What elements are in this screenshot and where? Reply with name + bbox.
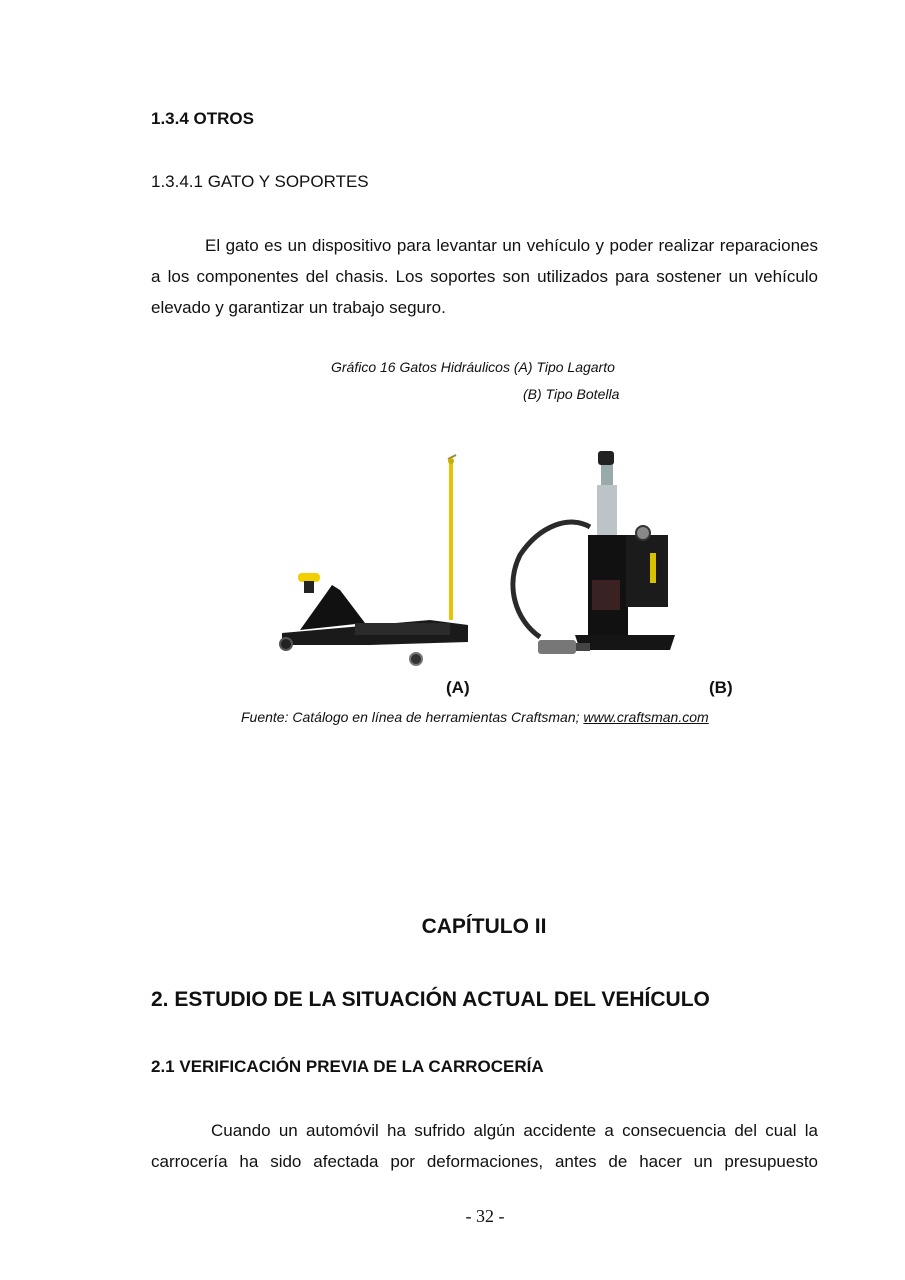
figure-source-link[interactable]: www.craftsman.com [583, 709, 709, 725]
bottle-jack-image [513, 451, 675, 654]
figure-label-b: (B) [709, 678, 733, 697]
figure-caption-line1: Gráfico 16 Gatos Hidráulicos (A) Tipo Lagarto [331, 359, 615, 375]
subsection-heading: 1.3.4.1 GATO Y SOPORTES [151, 172, 369, 191]
page-number: - 32 - [465, 1206, 505, 1226]
figure-caption-line2: (B) Tipo Botella [523, 386, 620, 402]
paragraph-body-inspection [151, 1115, 818, 1177]
figure-source-text: Fuente: Catálogo en línea de herramientas Craftsman; [241, 709, 584, 725]
paragraph-text: El gato es un dispositivo para levantar un vehículo y poder realizar reparaciones a los componentes del chasis. Los soportes son utilizados para sostener un vehículo elevado y garantizar un trabajo seguro. [151, 236, 818, 317]
floor-jack-image [280, 455, 468, 665]
chapter-title: CAPÍTULO II [421, 915, 547, 938]
section-heading: 1.3.4 OTROS [151, 109, 254, 128]
paragraph-text: Cuando un automóvil ha sufrido algún accidente a consecuencia del cual la carrocería ha sido afectada por deformaciones, antes de hacer un presupuesto [151, 1121, 818, 1171]
section2-heading: 2.1 VERIFICACIÓN PREVIA DE LA CARROCERÍA [151, 1057, 544, 1076]
hydraulic-jacks-image [270, 445, 680, 670]
figure-source [241, 709, 709, 725]
chapter-heading: 2. ESTUDIO DE LA SITUACIÓN ACTUAL DEL VEHÍCULO [151, 988, 710, 1011]
paragraph-jack-description [151, 230, 818, 323]
figure-label-a: (A) [446, 678, 470, 697]
